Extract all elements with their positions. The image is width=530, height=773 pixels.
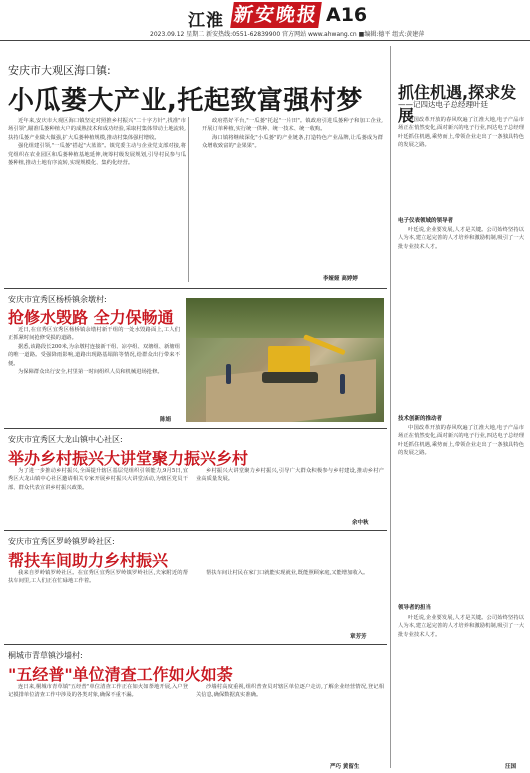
right-paragraph: 中国改革开放的春风吹遍了江淮大地,电子产品市场正在悄然变化,面对新兴的电子行业,四达电子总经理叶廷抓住机遇,乘势而上,带领企业走出了一条独具特色的发展之路。 xyxy=(398,117,524,149)
lead-body xyxy=(8,117,383,285)
worker-figure xyxy=(340,374,345,394)
lead-headline: 小瓜蒌大产业,托起致富强村梦 xyxy=(8,86,363,116)
story4-paragraph: 帮扶车间让村民在家门口就能实现就业,既能照顾家庭,又能增加收入。 xyxy=(206,570,369,576)
story4-body-col2 xyxy=(196,569,384,633)
story2-paragraph: 为保障群众出行安全,村里第一时间组织人员和机械进场抢修。 xyxy=(18,369,163,376)
story3-body-col1 xyxy=(8,467,188,527)
story3-paragraph: 为了进一步推动乡村振兴,全面提升辖区基层党组织引领能力,9月5日,宜秀区大龙山镇中心社区邀请相关专家开展乡村振兴大讲堂活动,为辖区党员干部、群众代表宣讲乡村振兴政策。 xyxy=(8,468,188,491)
story2-body xyxy=(8,326,180,422)
story3-kicker: 安庆市宜秀区大龙山镇中心社区: xyxy=(8,435,123,444)
lead-column-divider xyxy=(188,117,189,282)
story5-kicker: 桐城市青草镇沙墙村: xyxy=(8,651,83,660)
newspaper-logo: 新安晚报 xyxy=(230,2,322,28)
story5-body-col2 xyxy=(196,683,384,759)
lead-paragraph: 政府搭好平台,"一瓜蒌"托起"一片田"。镇政府引进瓜蒌种子和加工企业,开展订单种植,实行统一供种、统一技术、统一收购。 xyxy=(202,118,383,133)
section-rule xyxy=(4,644,387,645)
page-number: A16 xyxy=(326,4,368,26)
column-divider xyxy=(390,46,391,768)
lead-body-col2 xyxy=(202,117,383,277)
lead-paragraph: 海口镇将继续深化"小瓜蒌"的产业链条,打造特色产业品牌,让瓜蒌成为群众增收致富的"金果果"。 xyxy=(202,134,383,150)
story5-paragraph: 连日来,桐城市青草镇"五经普"单位清查工作正在如火如荼地开展,入户登记摸排单位清查工作中涉及的各类对象,确保不重不漏。 xyxy=(8,684,188,699)
masthead-region-name: 江淮 xyxy=(188,11,224,31)
right-paragraph: 叶廷说,企业要发展,人才是关键。公司始终坚持以人为本,建立起完善的人才培养和激励机制,吸引了一大批专业技术人才。 xyxy=(398,227,524,250)
worker-figure xyxy=(226,364,231,384)
story3-headline: 举办乡村振兴大讲堂聚力振兴乡村 xyxy=(8,449,249,468)
story2-headline: 抢修水毁路 全力保畅通 xyxy=(8,308,174,327)
right-body-mid xyxy=(398,226,524,412)
story5-headline: "五经普"单位清查工作如火如荼 xyxy=(8,665,233,684)
right-paragraph: 叶廷说,企业要发展,人才是关键。公司始终坚持以人为本,建立起完善的人才培养和激励机制,吸引了一大批专业技术人才。 xyxy=(398,615,524,638)
lead-byline: 李娅娅 高婷婷 xyxy=(323,276,358,282)
lead-body-col1 xyxy=(8,117,186,285)
section-rule xyxy=(4,530,387,531)
story5-paragraph: 沙墙村高度重视,组织普查员对辖区单位逐户走访,了解企业经营情况,登记相关信息,确保数据真实准确。 xyxy=(196,684,384,699)
story2-paragraph: 据悉,该路段长200米,为余墩村连接新干组、凉亭组、双塘组、新塘组的唯一道路。受强降雨影响,道路出现路基塌陷等情况,给群众出行带来不便。 xyxy=(8,343,180,367)
masthead-info-line: 2023.09.12 星期二 新安热线:0551-62839900 官方网站 www.ahwang.cn ■编辑:德平 组式:黄建萍 xyxy=(150,31,425,38)
lead-paragraph: 强化组建引领,"一瓜蒌"搭起"大蓝篮"。镇党委主动与企业党支部对接,将党组织在农业园区和瓜蒌种植基地延伸,统筹村级发展规划,引导村民参与瓜蒌种植,推动土地有序流转,实现规模化、集约化经营。 xyxy=(8,143,186,167)
right-subhead: 领导者的担当 xyxy=(398,605,432,611)
story2-paragraph: 近日,在宜秀区宜秀区杨桥镇余墩村新干组的一处水毁路面上,工人们正抓紧时间抢修受损的道路。 xyxy=(8,327,180,342)
excavator-tracks xyxy=(262,372,318,383)
photo-trees xyxy=(186,298,384,338)
lead-kicker: 安庆市大观区海口镇: xyxy=(8,64,111,77)
story3-body-col2 xyxy=(196,467,384,519)
lead-paragraph: 近年来,安庆市大观区海口镇坚定对照推乡村振兴"二十字方针",找准"市场引领",瞄准瓜蒌种植大户的成熟技术和成功经验,采取村集体带动土地流转,扶持瓜蒌产业做大做强,扩大瓜蒌种植规模,推动村集体强村增收。 xyxy=(8,118,186,141)
excavator-body xyxy=(268,346,310,374)
story2-kicker: 安庆市宜秀区杨桥镇余墩村: xyxy=(8,295,107,304)
excavator-photo xyxy=(186,298,384,422)
right-headline: 抓住机遇,探求发展 xyxy=(398,83,517,125)
section-rule xyxy=(4,288,387,289)
story4-kicker: 安庆市宜秀区罗岭镇罗岭社区: xyxy=(8,537,115,546)
masthead xyxy=(0,0,530,42)
story5-byline: 严巧 黄留生 xyxy=(330,764,360,770)
right-body-intro xyxy=(398,116,524,214)
right-subhead: 电子仪表领域的领导者 xyxy=(398,218,454,224)
right-body-tech xyxy=(398,424,524,600)
story4-body-col1 xyxy=(8,569,188,641)
right-subtitle: ——记四达电子总经理叶廷 xyxy=(398,100,488,109)
story3-byline: 余中秋 xyxy=(352,520,369,526)
section-rule xyxy=(4,428,387,429)
story2-byline: 陈娟 xyxy=(160,417,172,423)
right-body-end xyxy=(398,614,524,760)
story4-paragraph: 我来自罗岭镇罗岭社区。在宜秀区宜秀区罗岭镇罗岭社区,夫家附近的帮扶车间里,工人们正在忙碌地工作着。 xyxy=(8,570,188,585)
story5-body-col1 xyxy=(8,683,188,767)
right-subhead: 技术创新的推动者 xyxy=(398,416,443,422)
right-paragraph: 中国改革开放的春风吹遍了江淮大地,电子产品市场正在悄然变化,面对新兴的电子行业,四达电子总经理叶廷抓住机遇,乘势而上,带领企业走出了一条独具特色的发展之路。 xyxy=(398,425,524,457)
story3-paragraph: 乡村振兴大讲堂聚力乡村振兴,引导广大群众积极参与乡村建设,推动乡村产业高质量发展。 xyxy=(196,468,384,483)
story4-byline: 章芳芳 xyxy=(350,634,367,640)
masthead-rule xyxy=(0,40,530,41)
right-byline: 汪国 xyxy=(505,764,517,770)
story4-headline: 帮扶车间助力乡村振兴 xyxy=(8,551,169,570)
